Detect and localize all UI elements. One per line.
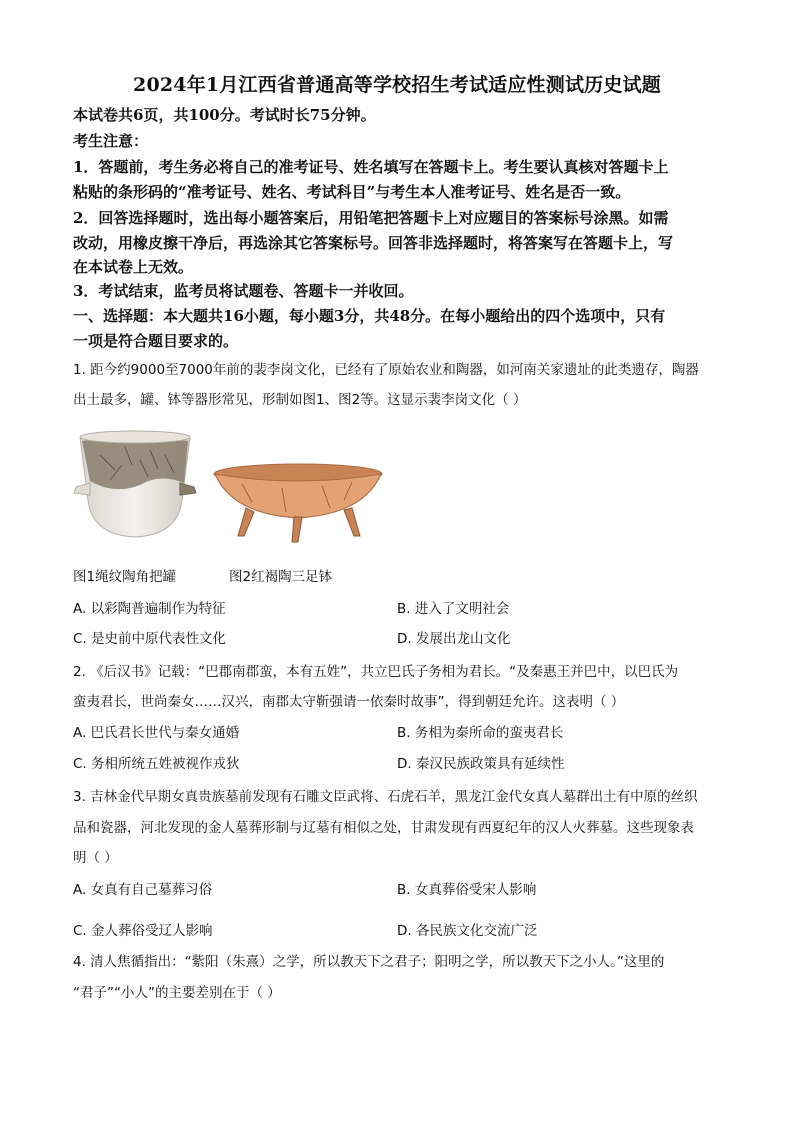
notice-2b: 改动，用橡皮擦干净后，再选涂其它答案标号。回答非选择题时，将答案写在答题卡上，写 bbox=[73, 234, 674, 252]
q2-stem-line2: 蛮夷君长，世尚秦女……汉兴，南郡太守靳强请一依秦时故事”，得到朝廷允许。这表明（ ） bbox=[73, 694, 625, 710]
q3-stem-line2: 品和瓷器，河北发现的金人墓葬形制与辽墓有相似之处，甘肃发现有西夏纪年的汉人火葬墓。这些现象表 bbox=[73, 820, 694, 836]
section-1-heading-b: 一项是符合题目要求的。 bbox=[73, 332, 239, 350]
notice-1b: 粘贴的条形码的“准考证号、姓名、考试科目”与考生本人准考证号、姓名是否一致。 bbox=[73, 183, 631, 201]
page-title: 2024年1月江西省普通高等学校招生考试适应性测试历史试题 bbox=[133, 74, 661, 96]
q2-option-c: C. 务相所统五姓被视作戎狄 bbox=[73, 756, 240, 772]
q3-stem-line1: 3. 吉林金代早期女真贵族墓前发现有石雕文臣武将、石虎石羊，黑龙江金代女真人墓群出土有中原的丝织 bbox=[73, 789, 698, 805]
q2-option-b: B. 务相为秦所命的蛮夷君长 bbox=[397, 725, 564, 741]
notice-3: 3．考试结束，监考员将试题卷、答题卡一并收回。 bbox=[73, 282, 414, 300]
notice-heading: 考生注意： bbox=[73, 132, 149, 150]
notice-2a: 2．回答选择题时，选出每小题答案后，用铅笔把答题卡上对应题目的答案标号涂黑。如需 bbox=[73, 209, 669, 227]
figure-2-tripod-bowl-image bbox=[212, 462, 384, 544]
notice-2c: 在本试卷上无效。 bbox=[73, 258, 194, 276]
section-1-heading-a: 一、选择题：本大题共16小题，每小题3分，共48分。在每小题给出的四个选项中，只有 bbox=[73, 307, 666, 325]
figure-1-caption: 图1绳纹陶角把罐 bbox=[73, 569, 177, 585]
q2-stem-line1: 2. 《后汉书》记载：“巴郡南郡蛮，本有五姓”，共立巴氏子务相为君长。“及秦惠王并巴中，以巴氏为 bbox=[73, 664, 679, 680]
q1-stem-line1: 1. 距今约9000至7000年前的裴李岗文化，已经有了原始农业和陶器，如河南关家遗址的此类遗存，陶器 bbox=[73, 362, 699, 378]
notice-1a: 1．答题前，考生务必将自己的准考证号、姓名填写在答题卡上。考生要认真核对答题卡上 bbox=[73, 158, 669, 176]
q3-option-c: C. 金人葬俗受辽人影响 bbox=[73, 923, 213, 939]
figure-2-caption: 图2红褐陶三足钵 bbox=[229, 569, 333, 585]
q2-option-a: A. 巴氏君长世代与秦女通婚 bbox=[73, 725, 240, 741]
q4-stem-line1: 4. 清人焦循指出：“紫阳（朱熹）之学，所以教天下之君子；阳明之学，所以教天下之小人。”这里的 bbox=[73, 954, 665, 970]
exam-info: 本试卷共6页，共100分。考试时长75分钟。 bbox=[73, 106, 376, 124]
q1-option-a: A. 以彩陶普遍制作为特征 bbox=[73, 601, 226, 617]
q1-stem-line2: 出土最多，罐、钵等器形常见，形制如图1、图2等。这显示裴李岗文化（ ） bbox=[73, 392, 527, 408]
q3-option-d: D. 各民族文化交流广泛 bbox=[397, 923, 538, 939]
q2-option-d: D. 秦汉民族政策具有延续性 bbox=[397, 756, 565, 772]
q1-option-c: C. 是史前中原代表性文化 bbox=[73, 631, 227, 647]
q4-stem-line2: “君子”“小人”的主要差别在于（ ） bbox=[73, 985, 281, 1001]
q3-option-b: B. 女真葬俗受宋人影响 bbox=[397, 882, 537, 898]
q1-option-d: D. 发展出龙山文化 bbox=[397, 631, 511, 647]
figure-1-pottery-jar-image bbox=[70, 425, 200, 545]
q3-option-a: A. 女真有自己墓葬习俗 bbox=[73, 882, 213, 898]
q3-stem-line3: 明（ ） bbox=[73, 850, 118, 866]
q1-option-b: B. 进入了文明社会 bbox=[397, 601, 510, 617]
